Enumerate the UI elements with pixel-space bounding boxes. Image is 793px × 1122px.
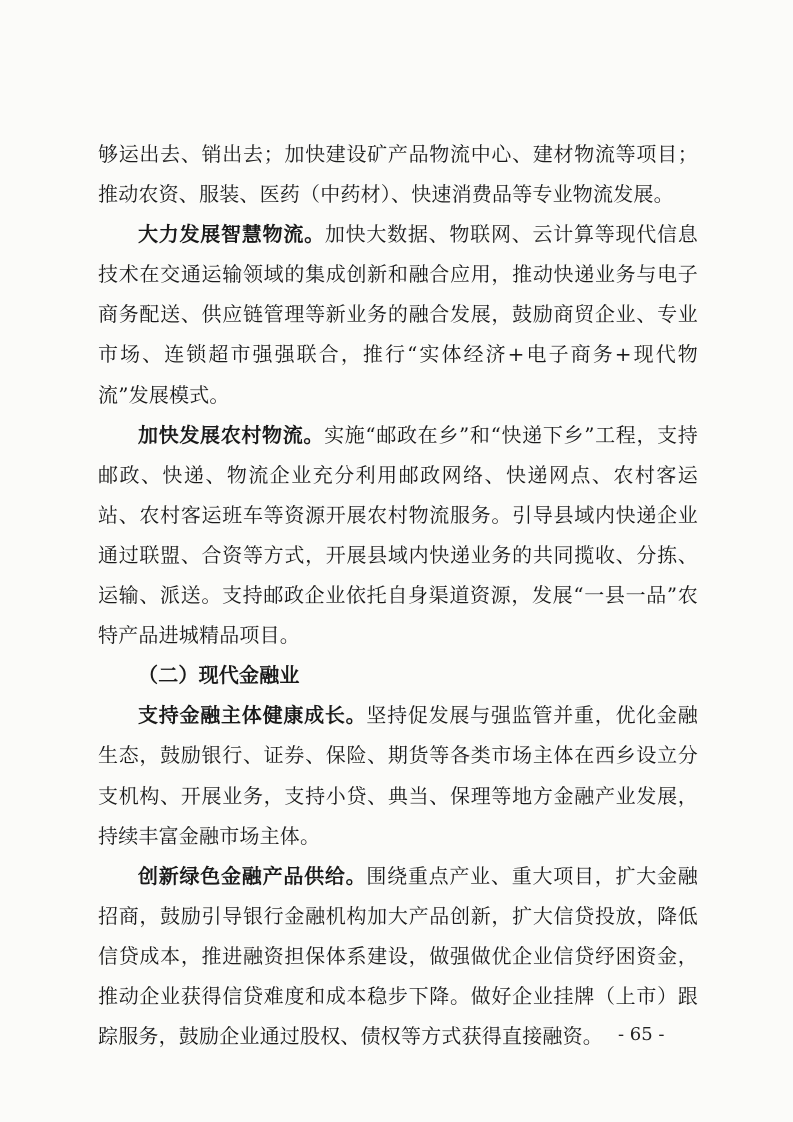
paragraph-smart-logistics: [98, 214, 698, 414]
body-text: [98, 134, 698, 1056]
paragraph-text: 围绕重点产业、重大项目，扩大金融招商，鼓励引导银行金融机构加大产品创新，扩大信贷投放，降低信贷成本，推进融资担保体系建设，做强做优企业信贷纾困资金，推动企业获得信贷难度和成本稳步下降。做好企业挂牌（上市）跟踪服务，鼓励企业通过股权、债权等方式获得直接融资。: [98, 863, 698, 1049]
paragraph-green-finance: [98, 856, 698, 1056]
paragraph-finance-entities: [98, 695, 698, 855]
paragraph-text: 够运出去、销出去；加快建设矿产品物流中心、建材物流等项目；推动农资、服装、医药（中药材）、快速消费品等专业物流发展。: [98, 142, 698, 207]
page-number: - 65 -: [618, 1024, 665, 1045]
paragraph-heading: 加快发展农村物流。: [138, 422, 325, 447]
paragraph-text: 加快大数据、物联网、云计算等现代信息技术在交通运输领域的集成创新和融合应用，推动快递业务与电子商务配送、供应链管理等新业务的融合发展，鼓励商贸企业、专业市场、连锁超市强强联合，推行“实体经济+电子商务+现代物流”发展模式。: [98, 222, 698, 407]
section-title: （二）现代金融业: [138, 663, 300, 688]
paragraph-heading: 大力发展智慧物流。: [138, 222, 325, 247]
paragraph-text: 坚持促发展与强监管并重，优化金融生态，鼓励银行、证券、保险、期货等各类市场主体在西乡设立分支机构、开展业务，支持小贷、典当、保理等地方金融产业发展，持续丰富金融市场主体。: [98, 703, 698, 848]
paragraph-heading: 创新绿色金融产品供给。: [138, 863, 367, 888]
paragraph-rural-logistics: [98, 415, 698, 656]
paragraph-text: 实施“邮政在乡”和“快递下乡”工程，支持邮政、快递、物流企业充分利用邮政网络、快递网点、农村客运站、农村客运班车等资源开展农村物流服务。引导县域内快递企业通过联盟、合资等方式，开展县域内快递业务的共同揽收、分拣、运输、派送。支持邮政企业依托自身渠道资源，发展“一县一品”农特产品进城精品项目。: [98, 422, 698, 648]
paragraph-continuation: [98, 134, 698, 214]
paragraph-heading: 支持金融主体健康成长。: [138, 703, 367, 728]
